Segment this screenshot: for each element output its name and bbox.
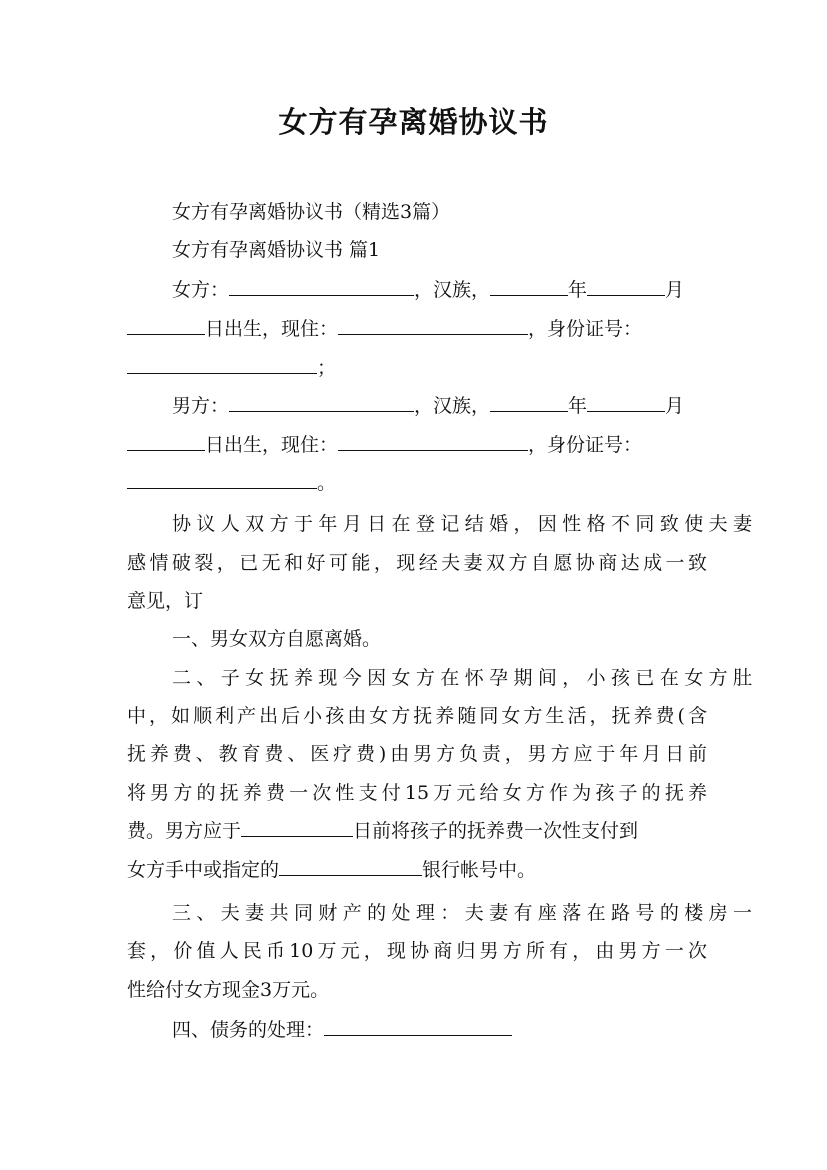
male-line-2: [127, 426, 707, 464]
female-id-blank: [127, 349, 317, 374]
male-month-blank: [587, 387, 665, 412]
clause-4: [127, 1011, 752, 1049]
clause-2-line-6-before: 女方手中或指定的: [127, 859, 280, 881]
clause-2-line: 二、子女抚养现今因女方在怀孕期间，小孩已在女方肚: [172, 667, 752, 689]
female-year-label: 年: [568, 279, 588, 301]
clause-3-line: 三、夫妻共同财产的处理：夫妻有座落在路号的楼房一: [172, 902, 752, 924]
female-label: 女方：: [172, 279, 230, 301]
male-name-blank: [229, 387, 414, 412]
clause-2-line-5-before: 费。男方应于: [127, 820, 242, 842]
clause-3-line: 性给付女方现金3万元。: [127, 979, 330, 1001]
female-name-blank: [229, 271, 414, 296]
clause-3-line: 套，价值人民币10万元，现协商归男方所有，由男方一次: [127, 940, 707, 962]
female-ethnic: ，汉族，: [414, 279, 491, 301]
payment-date-blank: [241, 812, 353, 837]
male-ethnic: ，汉族，: [414, 395, 491, 417]
clause-2-line: 抚养费、教育费、医疗费)由男方负责，男方应于年月日前: [127, 743, 707, 765]
female-month-label: 月: [665, 279, 685, 301]
document-title: 女方有孕离婚协议书: [278, 105, 549, 139]
male-id-label: ，身份证号：: [528, 434, 643, 456]
female-born-residence: 日出生，现住：: [205, 318, 339, 340]
document-subtitle: 女方有孕离婚协议书（精选3篇）: [172, 201, 451, 223]
clause-2-line-5: [127, 812, 707, 850]
agreement-line: 协议人双方于年月日在登记结婚，因性格不同致使夫妻: [172, 513, 752, 535]
female-address-blank: [338, 310, 528, 335]
female-year-blank: [490, 271, 568, 296]
clause-2-line-6-after: 银行帐号中。: [422, 859, 537, 881]
male-day-blank: [127, 426, 205, 451]
female-month-blank: [587, 271, 665, 296]
male-end: 。: [317, 472, 337, 494]
agreement-line: 意见，订: [127, 590, 204, 612]
debt-blank: [324, 1011, 512, 1036]
male-year-blank: [490, 387, 568, 412]
clause-2-line-6: [127, 851, 707, 889]
clause-4-label: 四、债务的处理：: [172, 1019, 325, 1041]
female-line-1: [127, 271, 752, 309]
male-line-1: [127, 387, 752, 425]
male-id-blank: [127, 464, 317, 489]
male-address-blank: [338, 426, 528, 451]
female-line-2: [127, 310, 707, 348]
female-line-3: [127, 349, 707, 387]
bank-name-blank: [279, 851, 422, 876]
male-born-residence: 日出生，现住：: [205, 434, 339, 456]
section-heading: 女方有孕离婚协议书 篇1: [172, 239, 381, 261]
clause-2-line-5-after: 日前将孩子的抚养费一次性支付到: [353, 820, 639, 842]
clause-1: 一、男女双方自愿离婚。: [172, 628, 382, 650]
male-label: 男方：: [172, 395, 230, 417]
female-id-label: ，身份证号：: [528, 318, 643, 340]
female-day-blank: [127, 310, 205, 335]
clause-2-line: 中，如顺利产出后小孩由女方抚养随同女方生活，抚养费(含: [127, 705, 707, 727]
male-month-label: 月: [665, 395, 685, 417]
female-end: ；: [317, 357, 337, 379]
male-year-label: 年: [568, 395, 588, 417]
agreement-line: 感情破裂，已无和好可能，现经夫妻双方自愿协商达成一致: [127, 552, 707, 574]
male-line-3: [127, 464, 707, 502]
clause-2-line: 将男方的抚养费一次性支付15万元给女方作为孩子的抚养: [127, 782, 707, 804]
